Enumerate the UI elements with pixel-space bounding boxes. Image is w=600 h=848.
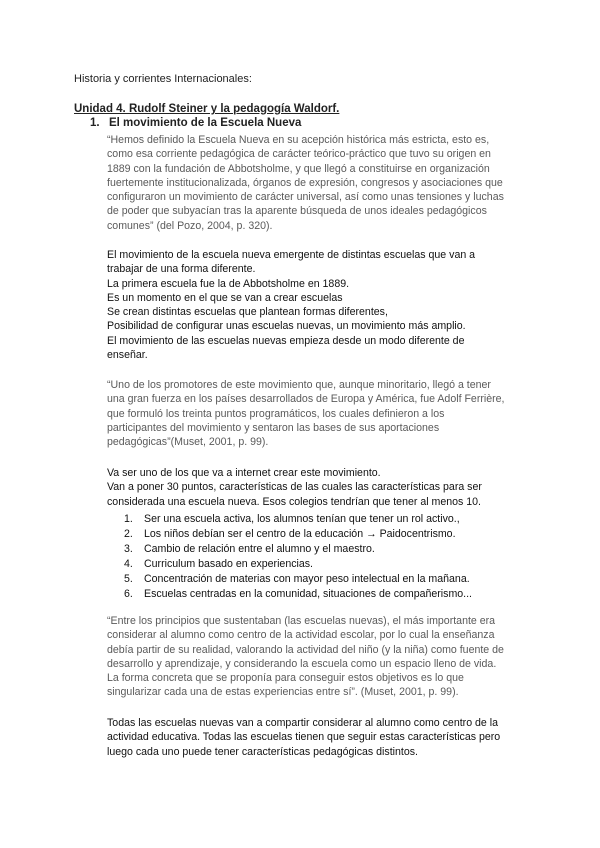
paragraph-line: enseñar. xyxy=(107,349,148,362)
list-item xyxy=(124,572,472,587)
paragraph-line: Van a poner 30 puntos, características de las cuales las características para ser xyxy=(107,481,482,494)
quote-del-pozo xyxy=(107,133,522,233)
list-text: Escuelas centradas en la comunidad, situaciones de compañerismo... xyxy=(144,588,472,600)
paragraph-line: Va ser uno de los que va a internet crear este movimiento. xyxy=(107,467,381,479)
paragraph-line: Posibilidad de configurar unas escuelas nuevas, un movimiento más amplio. xyxy=(107,320,466,333)
paragraph-ferriere xyxy=(107,466,522,509)
paragraph-line: Todas las escuelas nuevas van a compartir considerar al alumno como centro de la xyxy=(107,717,498,729)
paragraph-line: trabajar de una forma diferente. xyxy=(107,263,256,276)
paragraph-line: La primera escuela fue la de Abbotsholme en 1889. xyxy=(107,277,350,290)
quote-line: “Hemos definido la Escuela Nueva en su acepción histórica más estricta, esto es, xyxy=(107,134,490,146)
section-number: 1. xyxy=(90,117,100,129)
list-number: 3. xyxy=(124,543,133,555)
list-number: 6. xyxy=(124,588,133,600)
paragraph-line: El movimiento de las escuelas nuevas empieza desde un modo diferente de xyxy=(107,334,465,347)
quote-muset-1 xyxy=(107,378,522,449)
paragraph-line: luego cada uno puede tener características pedagógicas distintos. xyxy=(107,745,418,758)
quote-line: singularizar cada una de estas experiencias entre sí”. (Muset, 2001, p. 99). xyxy=(107,686,459,699)
list-item xyxy=(124,512,472,527)
quote-line: una gran fuerza en los países desarrollados de Europa y América, fue Adolf Ferrière, xyxy=(107,393,505,406)
paragraph-line: Se crean distintas escuelas que plantean formas diferentes, xyxy=(107,306,388,319)
list-text: Curriculum basado en experiencias. xyxy=(144,558,313,570)
quote-line: pedagógicas”(Muset, 2001, p. 99). xyxy=(107,436,269,449)
paragraph-line: considerada una escuela nueva. Esos colegios tendrían que tener al menos 10. xyxy=(107,495,481,508)
list-number: 2. xyxy=(124,528,133,540)
list-number: 5. xyxy=(124,573,133,585)
paragraph-line: Es un momento en el que se van a crear escuelas xyxy=(107,291,343,304)
list-text: Los niños debían ser el centro de la educación → Paidocentrismo. xyxy=(144,528,456,540)
paragraph-line: actividad educativa. Todas las escuelas tienen que seguir estas características pero xyxy=(107,731,501,744)
unit-title: Unidad 4. Rudolf Steiner y la pedagogía Waldorf. xyxy=(74,103,340,115)
quote-line: fuertemente institucionalizada, órganos de expresión, congresos y asociaciones que xyxy=(107,176,503,189)
quote-line: La forma concreta que se proponía para conseguir estos objetivos es lo que xyxy=(107,672,464,685)
list-text: Concentración de materias con mayor peso intelectual en la mañana. xyxy=(144,573,470,585)
quote-line: “Uno de los promotores de este movimiento que, aunque minoritario, llegó a tener xyxy=(107,379,491,391)
list-item xyxy=(124,542,472,557)
quote-line: “Entre los principios que sustentaban (las escuelas nuevas), el más importante era xyxy=(107,615,496,627)
quote-line: participantes del movimiento y sentaron las bases de sus aportaciones xyxy=(107,421,440,434)
list-item xyxy=(124,527,472,542)
list-text: Ser una escuela activa, los alumnos tenían que tener un rol activo., xyxy=(144,513,460,525)
quote-line: comunes” (del Pozo, 2004, p. 320). xyxy=(107,219,273,232)
quote-line: como esa corriente pedagógica de carácter teórico-práctico que tuvo su origen en xyxy=(107,148,491,161)
quote-line: desarrollo y aprendizaje, y considerando la escuela como un espacio lleno de vida. xyxy=(107,657,497,670)
paragraph-movement xyxy=(107,248,522,362)
quote-line: configuraron un movimiento de carácter universal, así como unas tensiones y luchas xyxy=(107,191,504,204)
section-title-text: El movimiento de la Escuela Nueva xyxy=(109,117,302,129)
quote-line: debía partir de su realidad, valorando la actividad del niño (y la niña) como fuente de xyxy=(107,643,504,656)
quote-line: considerar al alumno como centro de la actividad escolar, por lo cual la enseñanza xyxy=(107,629,495,642)
list-item xyxy=(124,557,472,572)
list-number: 1. xyxy=(124,513,133,525)
paragraph-line: El movimiento de la escuela nueva emergente de distintas escuelas que van a xyxy=(107,249,476,261)
quote-line: de poder que subyacían tras la aparente búsqueda de unos ideales pedagógicos xyxy=(107,205,487,218)
list-number: 4. xyxy=(124,558,133,570)
list-item xyxy=(124,587,472,602)
section-title xyxy=(90,117,301,129)
quote-line: que formuló los treinta puntos programáticos, los cuales definieron a los xyxy=(107,407,445,420)
quote-line: 1889 con la fundación de Abbotsholme, y que llegó a constituirse en organización xyxy=(107,162,490,175)
document-header: Historia y corrientes Internacionales: xyxy=(74,73,252,85)
paragraph-conclusion xyxy=(107,716,522,759)
list-text: Cambio de relación entre el alumno y el maestro. xyxy=(144,543,375,555)
characteristics-list xyxy=(124,512,472,602)
quote-muset-2 xyxy=(107,614,522,700)
